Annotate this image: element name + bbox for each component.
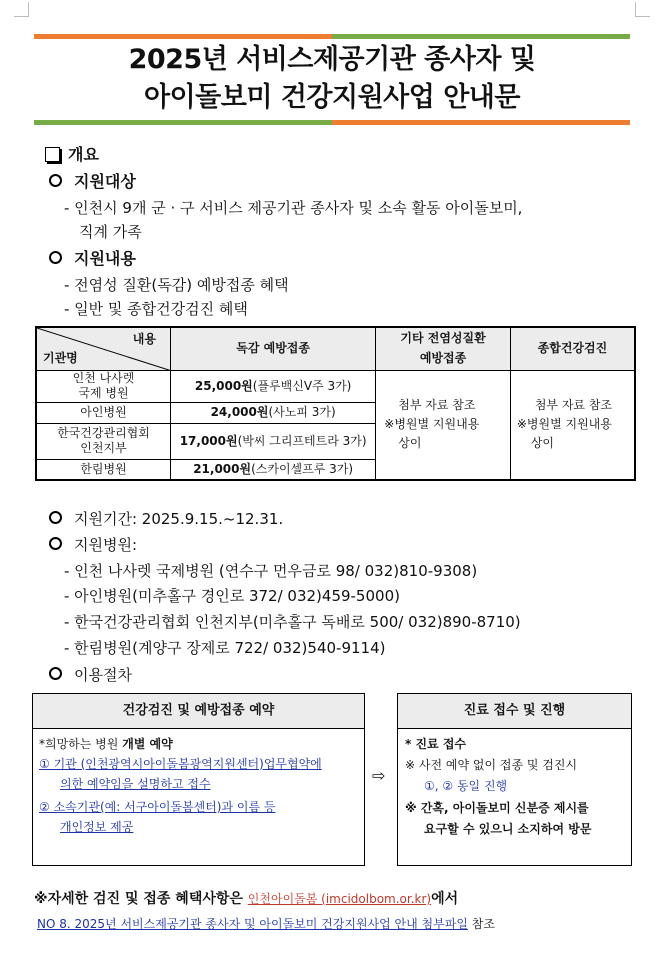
flu-vaccine-name: (스카이셀프루 3가)	[251, 461, 354, 476]
note-line-1: 첨부 자료 참조	[534, 398, 613, 413]
arrow-icon: ⇨	[372, 766, 386, 785]
target-heading: 지원대상	[49, 172, 136, 192]
treatment-line-1: * 진료 접수	[405, 737, 466, 751]
header-other-line-2: 예방접종	[419, 351, 467, 366]
bottom-green-bar	[34, 120, 332, 125]
treatment-line-5: 요구할 수 있으니 소지하여 방문	[424, 822, 592, 836]
table-corner-cell	[36, 327, 170, 370]
hospital-name-line-2: 인천지부	[80, 441, 127, 455]
top-orange-bar	[34, 34, 332, 39]
corner-bottom-label: 기관명	[43, 350, 78, 365]
support-period: 지원기간: 2025.9.15.~12.31.	[49, 509, 283, 529]
content-item-1: - 전염성 질환(독감) 예방접종 혜택	[64, 276, 289, 294]
hospital-name-line-1: 인천 나사렛	[72, 371, 135, 385]
content-item-2: - 일반 및 종합건강검진 혜택	[64, 300, 248, 318]
flu-vaccine-name: (플루백신V주 3가)	[252, 378, 352, 393]
hospital-item-3: - 한국건강관리협회 인천지부(미추홀구 독배로 500/ 032)890-8710)	[64, 613, 521, 631]
crop-mark-left	[14, 2, 29, 17]
note-line-3: 상이	[398, 436, 422, 451]
circle-bullet-icon	[49, 667, 62, 680]
footer-line-1: ※자세한 검진 및 접종 혜택사항은 인천아이돌봄 (imcidolbom.or.kr)에서	[34, 891, 459, 907]
hospital-item-4: - 한림병원(계양구 장제로 722/ 032)540-9114)	[64, 639, 386, 657]
flu-price: 25,000원	[194, 378, 253, 393]
treatment-line-3: ①, ② 동일 진행	[424, 779, 508, 793]
hospital-name-line-2: 국제 병원	[78, 386, 129, 400]
hospital-item-2: - 아인병원(미추홀구 경인로 372/ 032)459-5000)	[64, 587, 400, 605]
top-green-bar	[332, 34, 630, 39]
flu-vaccine	[170, 423, 375, 459]
circle-bullet-icon	[49, 537, 62, 550]
treatment-box-header: 진료 접수 및 진행	[397, 693, 632, 729]
overview-heading: 개요	[45, 145, 99, 165]
flu-vaccine	[170, 370, 375, 402]
procedure-heading: 이용절차	[49, 665, 132, 685]
reservation-line-5: 개인정보 제공	[60, 820, 134, 834]
hospital-name	[36, 370, 170, 402]
reservation-line-2: ① 기관 (인천광역시아이돌봄광역지원센터)업무협약에	[39, 757, 322, 771]
support-table	[35, 326, 636, 481]
table-row	[36, 370, 635, 402]
title-line-2: 아이돌보미 건강지원사업 안내문	[144, 82, 520, 113]
checkbox-icon	[45, 147, 60, 162]
crop-mark-right	[635, 2, 650, 17]
corner-top-label: 내용	[132, 332, 156, 346]
header-other-line-1: 기타 전염성질환	[400, 331, 486, 346]
hospital-name-line-1: 한국건강관리협회	[57, 426, 150, 440]
flu-price: 17,000원	[179, 433, 238, 448]
header-checkup: 종합건강검진	[510, 327, 635, 370]
target-line-2: 직계 가족	[79, 223, 142, 241]
attachment-link[interactable]: NO 8. 2025년 서비스제공기관 종사자 및 아이돌보미 건강지원사업 안내 첨부파일	[37, 917, 468, 931]
header-flu: 독감 예방접종	[170, 327, 375, 370]
footer-line-2: NO 8. 2025년 서비스제공기관 종사자 및 아이돌보미 건강지원사업 안내 첨부파일 참조	[37, 917, 495, 931]
flu-vaccine	[170, 402, 375, 423]
note-line-3: 상이	[530, 436, 555, 451]
flu-price: 24,000원	[210, 405, 269, 419]
hospital-name	[36, 423, 170, 459]
hospital-name: 한림병원	[36, 459, 170, 480]
circle-bullet-icon	[49, 251, 62, 264]
flu-vaccine-name: (사노피 3가)	[268, 405, 336, 419]
treatment-line-2: ※ 사전 예약 없이 접종 및 검진시	[405, 758, 578, 772]
reservation-line-1: *희망하는 병원 개별 예약	[39, 737, 173, 751]
flu-price: 21,000원	[193, 461, 252, 476]
header-other	[376, 327, 511, 370]
note-line-1: 첨부 자료 참조	[398, 398, 476, 413]
target-line-1: - 인천시 9개 군 · 구 서비스 제공기관 종사자 및 소속 활동 아이돌보미,	[64, 199, 523, 217]
hospital-item-1: - 인천 나사렛 국제병원 (연수구 먼우금로 98/ 032)810-9308)	[64, 562, 478, 580]
note-line-2: ※병원별 지원내용	[516, 417, 612, 432]
checkup-note	[510, 370, 635, 480]
hospitals-heading: 지원병원:	[49, 535, 137, 555]
title-line-1: 2025년 서비스제공기관 종사자 및	[128, 44, 536, 75]
content-heading: 지원내용	[49, 249, 136, 269]
treatment-line-4: ※ 간혹, 아이돌보미 신분증 제시를	[405, 801, 589, 815]
bottom-orange-bar	[332, 120, 630, 125]
reservation-line-3: 의한 예약임을 설명하고 접수	[60, 777, 211, 791]
other-vaccine-note	[376, 370, 511, 480]
website-link[interactable]: 인천아이돌봄 (imcidolbom.or.kr)	[247, 892, 432, 906]
hospital-name: 아인병원	[36, 402, 170, 423]
note-line-2: ※병원별 지원내용	[384, 417, 480, 432]
flu-vaccine	[170, 459, 375, 480]
circle-bullet-icon	[49, 511, 62, 524]
circle-bullet-icon	[49, 174, 62, 187]
reservation-line-4: ② 소속기관(예: 서구아이돌봄센터)과 이름 등	[39, 800, 276, 814]
reservation-box-header: 건강검진 및 예방접종 예약	[32, 693, 365, 729]
flu-vaccine-name: (박씨 그리프테트라 3가)	[237, 433, 367, 448]
